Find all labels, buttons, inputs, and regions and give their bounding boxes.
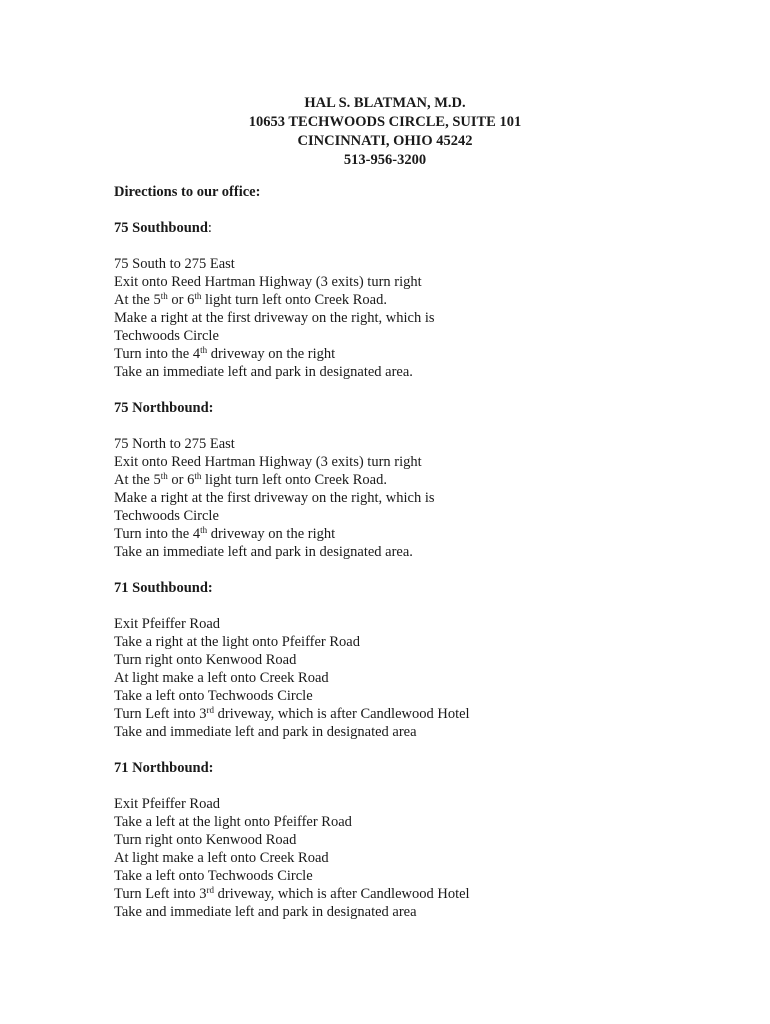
step (114, 471, 674, 489)
office-city: CINCINNATI, OHIO 45242 (297, 133, 473, 149)
step-part: Turn Left into 3 (114, 886, 207, 902)
step: Techwoods Circle (114, 508, 219, 524)
step: Make a right at the first driveway on the right, which is (114, 310, 435, 326)
step (114, 525, 674, 543)
step-part: At the 5 (114, 292, 161, 308)
step-list (114, 435, 674, 561)
step-list (114, 795, 674, 921)
section-heading-text: 75 Southbound (114, 220, 208, 236)
step (114, 705, 674, 723)
section-heading (114, 219, 674, 237)
ordinal-suffix: th (194, 471, 202, 481)
step-part: Turn Left into 3 (114, 706, 207, 722)
step: Techwoods Circle (114, 328, 219, 344)
step: Turn right onto Kenwood Road (114, 652, 297, 668)
step: Take a right at the light onto Pfeiffer Road (114, 634, 360, 650)
step: Exit Pfeiffer Road (114, 796, 221, 812)
doctor-name: HAL S. BLATMAN, M.D. (304, 95, 466, 111)
step: Exit Pfeiffer Road (114, 616, 221, 632)
step-part: driveway, which is after Candlewood Hotel (214, 706, 470, 722)
step: Make a right at the first driveway on the right, which is (114, 490, 435, 506)
office-phone: 513-956-3200 (343, 152, 427, 168)
step-part: driveway on the right (207, 526, 336, 542)
step-list (114, 255, 674, 381)
step-part: light turn left onto Creek Road. (201, 472, 387, 488)
step: Take an immediate left and park in designated area. (114, 364, 413, 380)
ordinal-suffix: th (160, 291, 168, 301)
step-part: driveway, which is after Candlewood Hotel (214, 886, 470, 902)
section-heading: 71 Southbound: (114, 580, 213, 596)
step (114, 291, 674, 309)
step (114, 345, 674, 363)
step: Take a left at the light onto Pfeiffer Road (114, 814, 352, 830)
letterhead (0, 94, 770, 170)
section-71-northbound (114, 759, 674, 921)
ordinal-suffix: th (160, 471, 168, 481)
step-part: or 6 (167, 292, 195, 308)
step-part: At the 5 (114, 472, 161, 488)
step-part: Turn into the 4 (114, 526, 201, 542)
directions-intro: Directions to our office: (114, 184, 261, 200)
step (114, 885, 674, 903)
step: At light make a left onto Creek Road (114, 670, 329, 686)
step: Take a left onto Techwoods Circle (114, 688, 313, 704)
directions-body (114, 183, 674, 921)
step: Exit onto Reed Hartman Highway (3 exits) turn right (114, 454, 422, 470)
step: 75 North to 275 East (114, 436, 235, 452)
step: Take an immediate left and park in designated area. (114, 544, 413, 560)
ordinal-suffix: rd (206, 885, 215, 895)
section-heading: 75 Northbound: (114, 400, 214, 416)
ordinal-suffix: rd (206, 705, 215, 715)
step: Take and immediate left and park in designated area (114, 904, 417, 920)
section-heading-colon: : (207, 220, 212, 236)
section-71-southbound (114, 579, 674, 741)
step-list (114, 615, 674, 741)
step: Take and immediate left and park in designated area (114, 724, 417, 740)
ordinal-suffix: th (194, 291, 202, 301)
section-75-northbound (114, 399, 674, 561)
step: 75 South to 275 East (114, 256, 235, 272)
ordinal-suffix: th (200, 345, 208, 355)
step-part: Turn into the 4 (114, 346, 201, 362)
step: At light make a left onto Creek Road (114, 850, 329, 866)
step-part: or 6 (167, 472, 195, 488)
step-part: driveway on the right (207, 346, 336, 362)
section-heading: 71 Northbound: (114, 760, 214, 776)
step: Take a left onto Techwoods Circle (114, 868, 313, 884)
section-75-southbound (114, 219, 674, 381)
step-part: light turn left onto Creek Road. (201, 292, 387, 308)
step: Exit onto Reed Hartman Highway (3 exits) turn right (114, 274, 422, 290)
step: Turn right onto Kenwood Road (114, 832, 297, 848)
office-address: 10653 TECHWOODS CIRCLE, SUITE 101 (248, 114, 522, 130)
ordinal-suffix: th (200, 525, 208, 535)
